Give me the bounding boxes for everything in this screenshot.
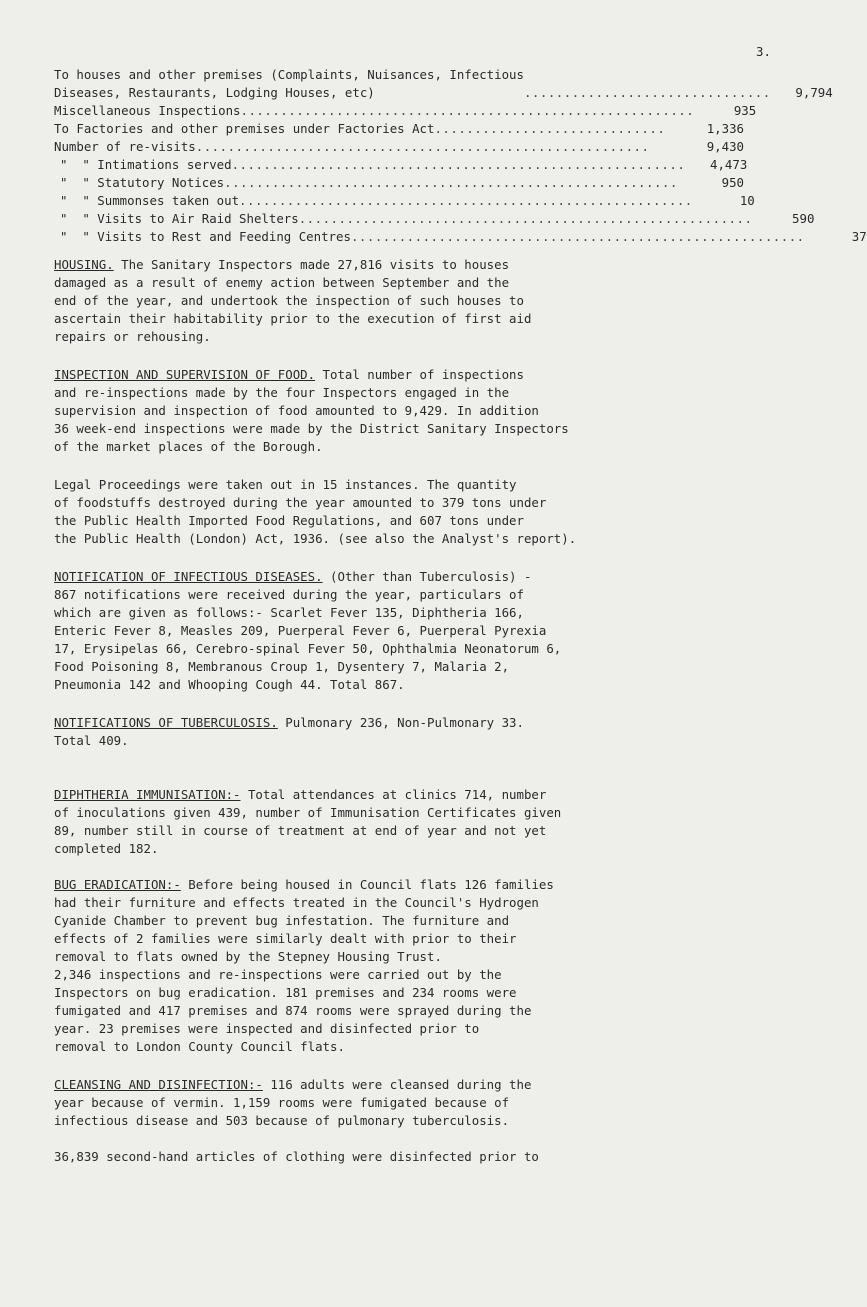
section-clothing-disinfection	[54, 1148, 766, 1166]
section-heading: HOUSING.	[54, 257, 114, 272]
stat-label: " " Visits to Air Raid Shelters	[60, 211, 299, 226]
stat-label: To houses and other premises (Complaints, Nuisances, Infectious Diseases, Restaurants, Lodging Houses, etc)	[54, 67, 524, 100]
section-text: Total number of inspections and re-inspections made by the four Inspectors engaged in the supervision and inspection of food amounted to 9,429. In addition 36 week-end inspections were made by the District Sanitary Inspectors of the market places of the Borough.	[54, 367, 569, 454]
section-heading: NOTIFICATION OF INFECTIOUS DISEASES.	[54, 569, 323, 584]
leader-dots: ...............................	[523, 85, 771, 100]
section-food-inspection	[54, 366, 766, 456]
stat-value: 9,430	[706, 139, 744, 154]
stat-row	[54, 210, 815, 228]
inspection-stats-list	[54, 66, 867, 246]
leader-dots: .........................................................	[298, 211, 753, 226]
section-heading: NOTIFICATIONS OF TUBERCULOSIS.	[54, 715, 278, 730]
section-text: Before being housed in Council flats 126 families had their furniture and effects treated in the Council's Hydrogen Cyanide Chamber to prevent bug infestation. The furniture and effects of 2 families were similarly dealt with prior to their removal to flats owned by the Stepney Housing Trust. 2,346 inspections and re-inspections were carried out by the Inspectors on bug eradication. 181 premises and 234 rooms were fumigated and 417 premises and 874 rooms were sprayed during the year. 23 premises were inspected and disinfected prior to removal to London County Council flats.	[54, 877, 554, 1054]
stat-row	[54, 192, 755, 210]
stat-row	[54, 102, 757, 120]
stat-value: 590	[792, 211, 815, 226]
stat-row	[54, 120, 744, 138]
section-cleansing-disinfection	[54, 1076, 766, 1130]
stat-label: " " Intimations served	[60, 157, 232, 172]
section-housing	[54, 256, 766, 346]
stat-value: 1,336	[706, 121, 744, 136]
stat-row	[54, 228, 867, 246]
section-text: The Sanitary Inspectors made 27,816 visits to houses damaged as a result of enemy action between September and the end of the year, and undertook the inspection of such houses to ascertain their habitability prior to the execution of first aid repairs or rehousing.	[54, 257, 532, 344]
stat-label: To Factories and other premises under Factories Act	[54, 121, 435, 136]
stat-value: 950	[721, 175, 744, 190]
stat-value: 10	[739, 193, 755, 208]
leader-dots: .........................................................	[240, 103, 695, 118]
stat-value: 37	[851, 229, 867, 244]
section-bug-eradication	[54, 876, 766, 1056]
stat-value: 935	[733, 103, 757, 118]
stat-value: 9,794	[795, 85, 833, 100]
leader-dots: .........................................................	[350, 229, 805, 244]
section-legal-proceedings	[54, 476, 766, 548]
stat-row	[54, 174, 744, 192]
section-heading: BUG ERADICATION:-	[54, 877, 181, 892]
stat-label: " " Statutory Notices	[60, 175, 225, 190]
stat-row	[54, 138, 744, 156]
section-heading: DIPHTHERIA IMMUNISATION:-	[54, 787, 241, 802]
leader-dots: .............................	[434, 121, 666, 136]
section-heading: CLEANSING AND DISINFECTION:-	[54, 1077, 263, 1092]
leader-dots: .........................................................	[239, 193, 693, 208]
stat-row	[54, 66, 833, 102]
stat-label: Number of re-visits	[54, 139, 196, 154]
leader-dots: .........................................................	[224, 175, 678, 190]
section-text: (Other than Tuberculosis) - 867 notifications were received during the year, particulars of which are given as follows:- Scarlet Fever 135, Diphtheria 166, Enteric Fever 8, Measles 209, Puerperal Fever 6, Puerperal Pyrexia 17, Erysipelas 66, Cerebro-spinal Fever 50, Ophthalmia Neonatorum 6, Food Poisoning 8, Membranous Croup 1, Dysentery 7, Malaria 2, Pneumonia 142 and Whooping Cough 44. Total 867.	[54, 569, 562, 692]
section-text: Total attendances at clinics 714, number of inoculations given 439, number of Immunisation Certificates given 89, number still in course of treatment at end of year and not yet completed 182.	[54, 787, 562, 856]
stat-label: Miscellaneous Inspections	[54, 103, 241, 118]
section-text: 116 adults were cleansed during the year because of vermin. 1,159 rooms were fumigated because of infectious disease and 503 because of pulmonary tuberculosis.	[54, 1077, 532, 1128]
stat-label: " " Visits to Rest and Feeding Centres	[60, 229, 351, 244]
section-diphtheria-immunisation	[54, 786, 766, 858]
page-number: 3.	[756, 44, 771, 59]
section-heading: INSPECTION AND SUPERVISION OF FOOD.	[54, 367, 316, 382]
leader-dots: .........................................................	[231, 157, 686, 172]
section-text: Legal Proceedings were taken out in 15 instances. The quantity of foodstuffs destroyed during the year amounted to 379 tons under the Public Health Imported Food Regulations, and 607 tons under the Public Health (London) Act, 1936. (see also the Analyst's report).	[54, 477, 577, 546]
section-infectious-diseases	[54, 568, 766, 694]
section-tuberculosis	[54, 714, 766, 750]
stat-row	[54, 156, 748, 174]
section-text: Pulmonary 236, Non-Pulmonary 33. Total 409.	[54, 715, 524, 748]
section-text: 36,839 second-hand articles of clothing were disinfected prior to	[54, 1149, 539, 1164]
stat-label: " " Summonses taken out	[60, 193, 240, 208]
leader-dots: .........................................................	[195, 139, 650, 154]
stat-value: 4,473	[709, 157, 748, 172]
